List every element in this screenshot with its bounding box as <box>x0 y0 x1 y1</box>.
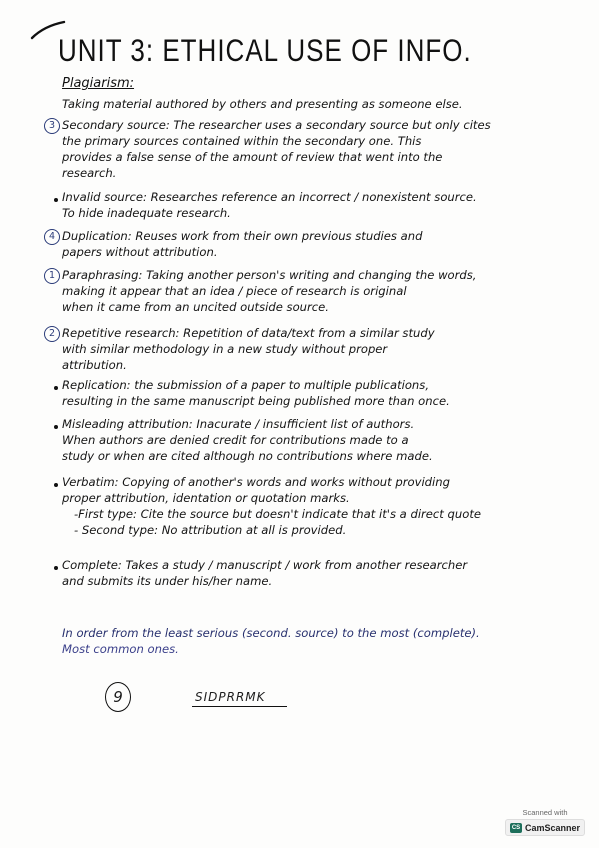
repetitive-research-line-2: with similar methodology in a new study without proper <box>62 342 388 356</box>
duplication-line-1: Duplication: Reuses work from their own previous studies and <box>62 229 423 243</box>
verbatim-second-type: - Second type: No attribution at all is provided. <box>74 523 347 537</box>
verbatim-line-1: Verbatim: Copying of another's words and works without providing <box>62 475 450 489</box>
rank-marker: 3 <box>44 118 60 134</box>
secondary-source-line-2: the primary sources contained within the secondary one. This <box>62 134 422 148</box>
order-note: In order from the least serious (second. source) to the most (complete). <box>62 626 480 640</box>
bullet-dot <box>54 566 58 570</box>
misleading-attribution-line-1: Misleading attribution: Inacurate / insufficient list of authors. <box>62 417 415 431</box>
scanner-caption: Scanned with <box>522 808 568 817</box>
rank-marker: 2 <box>44 326 60 342</box>
intro-line: Taking material authored by others and presenting as someone else. <box>62 97 463 111</box>
paraphrasing-line-3: when it came from an uncited outside source. <box>62 300 329 314</box>
repetitive-research-line-3: attribution. <box>62 358 127 372</box>
complete-line-2: and submits its under his/her name. <box>62 574 273 588</box>
common-note: Most common ones. <box>62 642 179 656</box>
unit-title: UNIT 3: ETHICAL USE OF INFO. <box>58 32 472 68</box>
scanner-brand <box>505 819 585 836</box>
verbatim-first-type: -First type: Cite the source but doesn't indicate that it's a direct quote <box>74 507 482 521</box>
scanner-brand-name: CamScanner <box>524 822 581 833</box>
secondary-source-line-4: research. <box>62 166 117 180</box>
secondary-source-line-1: Secondary source: The researcher uses a secondary source but only cites <box>62 118 491 132</box>
bullet-dot <box>54 386 58 390</box>
bullet-dot <box>54 198 58 202</box>
signature: SIDPRRMK <box>195 690 266 704</box>
secondary-source-line-3: provides a false sense of the amount of review that went into the <box>62 150 443 164</box>
complete-line-1: Complete: Takes a study / manuscript / work from another researcher <box>62 558 468 572</box>
signature-underline <box>192 706 287 707</box>
page-number: 9 <box>105 682 131 712</box>
scanner-watermark <box>505 808 585 840</box>
bullet-dot <box>54 483 58 487</box>
repetitive-research-line-1: Repetitive research: Repetition of data/text from a similar study <box>62 326 435 340</box>
duplication-line-2: papers without attribution. <box>62 245 218 259</box>
verbatim-line-2: proper attribution, identation or quotation marks. <box>62 491 350 505</box>
misleading-attribution-line-3: study or when are cited although no contributions where made. <box>62 449 433 463</box>
paraphrasing-line-1: Paraphrasing: Taking another person's writing and changing the words, <box>62 268 477 282</box>
camscanner-logo-icon: CS <box>511 824 521 831</box>
misleading-attribution-line-2: When authors are denied credit for contributions made to a <box>62 433 409 447</box>
rank-marker: 4 <box>44 229 60 245</box>
invalid-source-line-2: To hide inadequate research. <box>62 206 231 220</box>
invalid-source-line-1: Invalid source: Researches reference an incorrect / nonexistent source. <box>62 190 477 204</box>
rank-marker: 1 <box>44 268 60 284</box>
paraphrasing-line-2: making it appear that an idea / piece of research is original <box>62 284 407 298</box>
replication-line-1: Replication: the submission of a paper to multiple publications, <box>62 378 430 392</box>
section-heading: Plagiarism: <box>62 76 135 91</box>
bullet-dot <box>54 425 58 429</box>
replication-line-2: resulting in the same manuscript being published more than once. <box>62 394 450 408</box>
